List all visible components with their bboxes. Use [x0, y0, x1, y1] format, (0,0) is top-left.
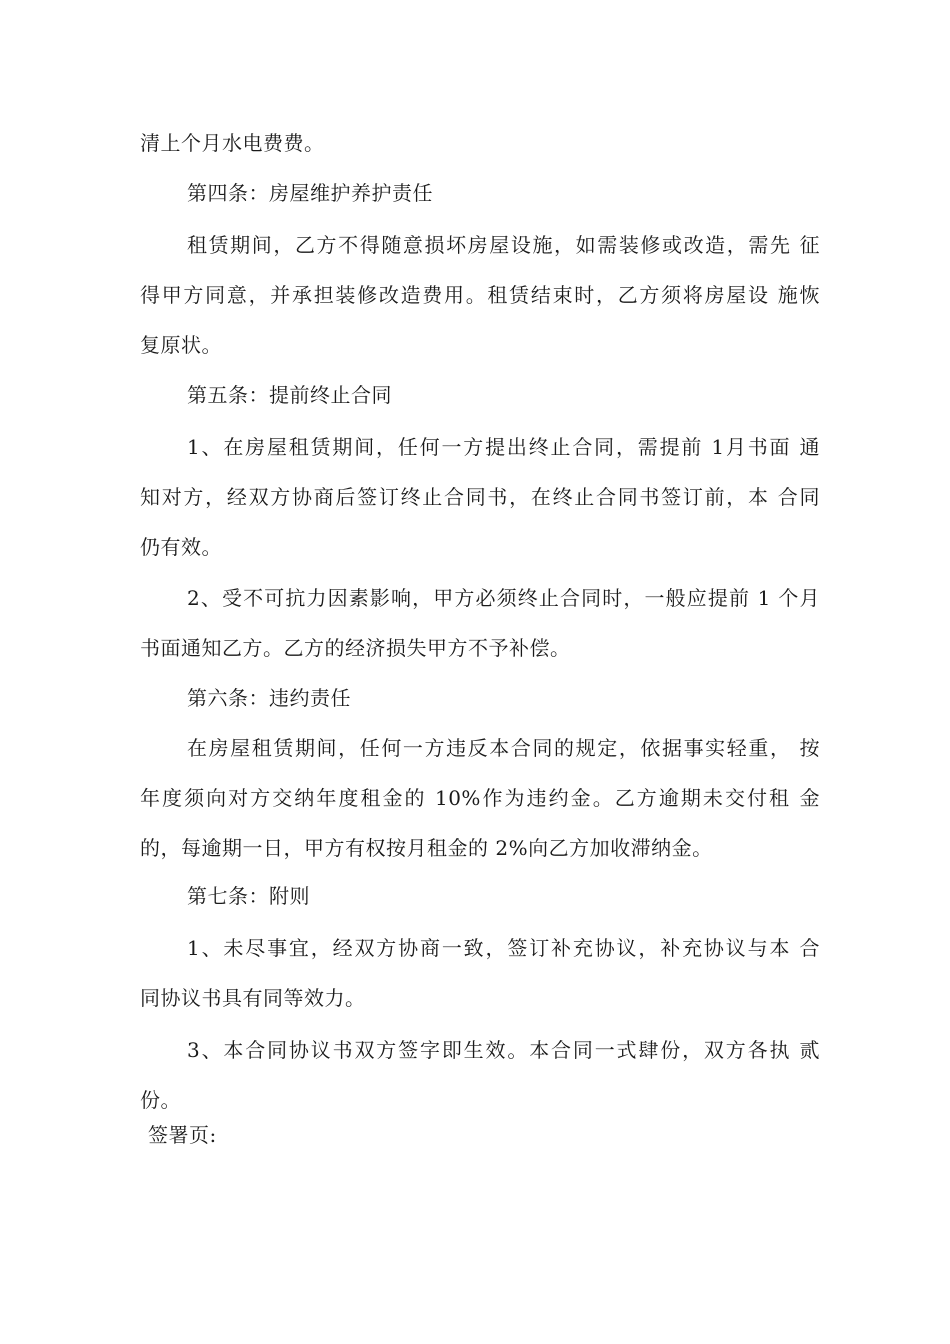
text-line-17: 1、未尽事宜，经双方协商一致，签订补充协议，补充协议与本 合	[187, 936, 820, 960]
text-line-8: 知对方，经双方协商后签订终止合同书，在终止合同书签订前，本 合同	[140, 485, 820, 509]
text-line-19: 3、本合同协议书双方签字即生效。本合同一式肆份，双方各执 贰	[187, 1038, 820, 1062]
text-line-5: 复原状。	[140, 333, 222, 357]
article-5-heading: 第五条：提前终止合同	[187, 383, 392, 407]
text-line-13: 在房屋租赁期间，任何一方违反本合同的规定，依据事实轻重， 按	[187, 736, 820, 760]
text-line-3: 租赁期间，乙方不得随意损坏房屋设施，如需装修或改造，需先 征	[187, 233, 820, 257]
article-4-heading: 第四条：房屋维护养护责任	[187, 181, 433, 205]
text-line-15: 的，每逾期一日，甲方有权按月租金的 2%向乙方加收滞纳金。	[140, 836, 713, 860]
article-7-heading: 第七条：附则	[187, 884, 310, 908]
signature-page-label: 签署页:	[148, 1123, 217, 1147]
text-line-14: 年度须向对方交纳年度租金的 10%作为违约金。乙方逾期未交付租 金	[140, 786, 820, 810]
text-line-7: 1、在房屋租赁期间，任何一方提出终止合同，需提前 1月书面 通	[187, 435, 820, 459]
text-line-11: 书面通知乙方。乙方的经济损失甲方不予补偿。	[140, 636, 571, 660]
text-line-4: 得甲方同意，并承担装修改造费用。租赁结束时，乙方须将房屋设 施恢	[140, 283, 820, 307]
text-line-1: 清上个月水电费费。	[140, 131, 325, 155]
text-line-10: 2、受不可抗力因素影响，甲方必须终止合同时，一般应提前 1 个月	[187, 586, 820, 610]
article-6-heading: 第六条：违约责任	[187, 686, 351, 710]
text-line-18: 同协议书具有同等效力。	[140, 986, 366, 1010]
text-line-20: 份。	[140, 1088, 181, 1112]
text-line-9: 仍有效。	[140, 535, 222, 559]
